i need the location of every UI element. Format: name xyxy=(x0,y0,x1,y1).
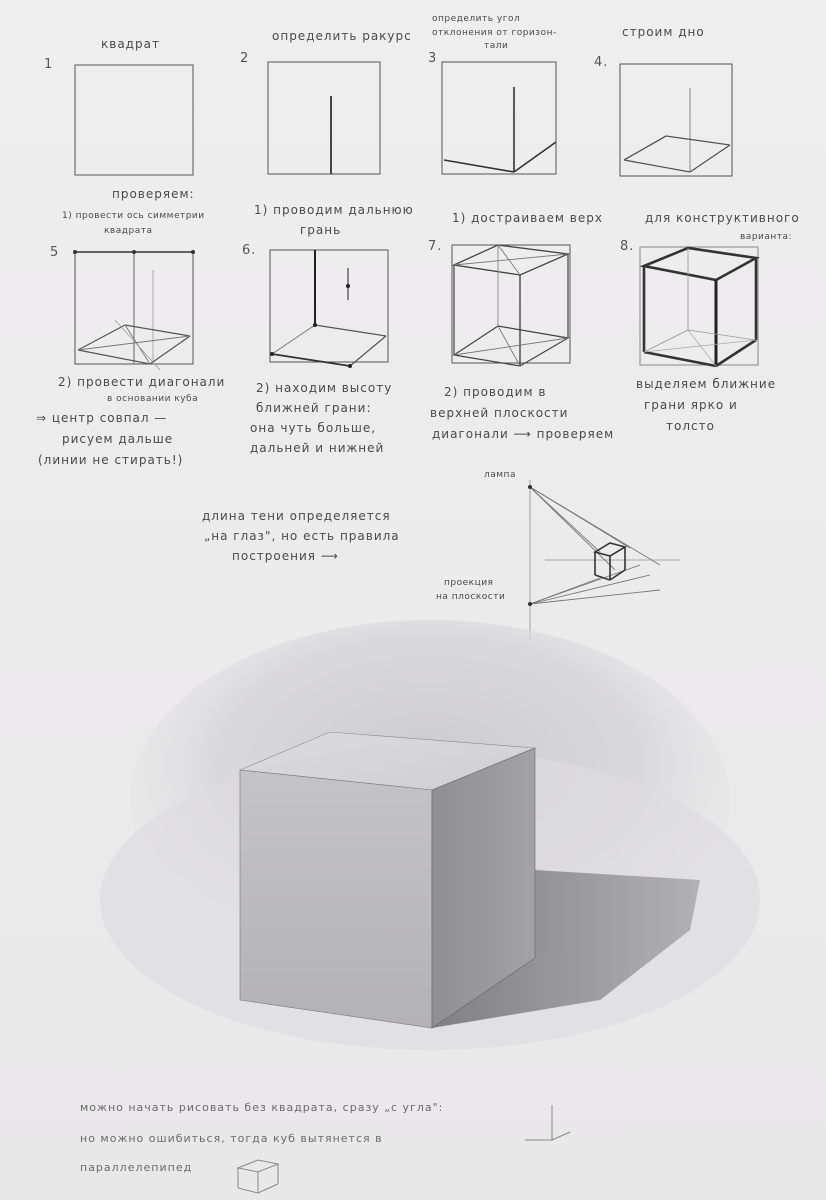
bottom-note-line1: можно начать рисовать без квадрата, сразу „с угла": xyxy=(80,1101,444,1114)
step-7-number: 7. xyxy=(428,239,443,254)
shadow-note-line1: длина тени определяется xyxy=(202,509,391,523)
step-1-title: квадрат xyxy=(101,37,160,51)
step-5-title: проверяем: xyxy=(112,187,195,201)
step-3-title-line3: тали xyxy=(484,41,509,51)
bottom-note-line2: но можно ошибиться, тогда куб вытянется в xyxy=(80,1132,383,1145)
step-4-title: строим дно xyxy=(622,25,705,39)
corner-sketch xyxy=(525,1105,570,1140)
step-7-title: 1) достраиваем верх xyxy=(452,211,603,225)
step-2-number: 2 xyxy=(240,51,250,66)
step-5-note-line5: (линии не стирать!) xyxy=(38,453,184,467)
step-8-drawing xyxy=(640,247,758,366)
step-1-drawing xyxy=(75,65,193,175)
step-3-drawing xyxy=(442,62,556,174)
bottom-note-line3: параллелепипед xyxy=(80,1161,193,1174)
step-6-number: 6. xyxy=(242,243,257,258)
step-5-note-line3: ⇒ центр совпал — xyxy=(36,411,168,425)
step-5-note-line4: рисуем дальше xyxy=(62,432,174,446)
step-6-note-line2: ближней грани: xyxy=(256,401,372,415)
step-7-note-line1: 2) проводим в xyxy=(444,385,547,399)
step-8-note-line2: грани ярко и xyxy=(644,398,738,412)
projection-label-line1: проекция xyxy=(444,578,494,588)
step-7-note-line2: верхней плоскости xyxy=(430,406,569,420)
step-6-drawing xyxy=(270,250,388,368)
step-5-number: 5 xyxy=(50,245,60,260)
shadow-note-line3: построения ⟶ xyxy=(232,549,339,563)
step-5-sub-line2: квадрата xyxy=(104,226,153,236)
shadow-construction-diagram xyxy=(528,480,680,640)
step-5-drawing xyxy=(73,250,195,370)
step-6-title-line2: грань xyxy=(300,223,342,237)
projection-label-line2: на плоскости xyxy=(436,592,506,602)
step-2-title: определить ракурс xyxy=(272,29,412,43)
step-5-note-line2: в основании куба xyxy=(107,394,199,404)
step-5-note-line1: 2) провести диагонали xyxy=(58,375,226,389)
step-2-drawing xyxy=(268,62,380,174)
step-7-drawing xyxy=(452,245,570,366)
parallelepiped-sketch xyxy=(238,1160,278,1193)
step-8-note-line3: толсто xyxy=(666,419,715,433)
step-3-title-line2: отклонения от горизон- xyxy=(432,28,557,38)
step-4-number: 4. xyxy=(594,55,609,70)
step-8-title-line2: варианта: xyxy=(740,232,793,242)
step-3-title-line1: определить угол xyxy=(432,14,521,24)
step-6-title-line1: 1) проводим дальнюю xyxy=(254,203,414,217)
step-3-number: 3 xyxy=(428,51,438,66)
step-8-title-line1: для конструктивного xyxy=(645,211,800,225)
step-5-sub-line1: 1) провести ось симметрии xyxy=(62,211,205,221)
step-8-note-line1: выделяем ближние xyxy=(636,377,777,391)
step-7-note-line3: диагонали ⟶ проверяем xyxy=(432,427,615,441)
step-6-note-line4: дальней и нижней xyxy=(250,441,385,455)
shadow-note-line2: „на глаз", но есть правила xyxy=(204,529,400,543)
step-1-number: 1 xyxy=(44,57,54,72)
shaded-cube-drawing xyxy=(100,620,760,1050)
lamp-label: лампа xyxy=(484,470,516,480)
step-4-drawing xyxy=(620,64,732,176)
step-6-note-line1: 2) находим высоту xyxy=(256,381,393,395)
step-6-note-line3: она чуть больше, xyxy=(250,421,377,435)
step-8-number: 8. xyxy=(620,239,635,254)
